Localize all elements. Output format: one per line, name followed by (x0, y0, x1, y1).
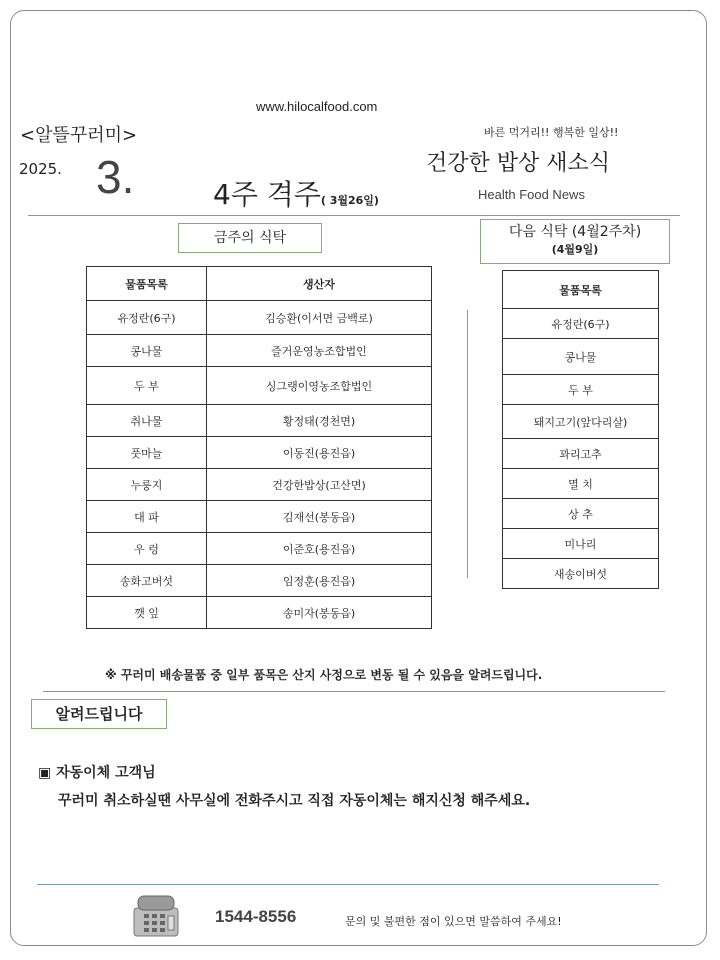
item-cell: 돼지고기(앞다리살) (503, 405, 659, 439)
slogan: 바른 먹거리!! 행복한 일상!! (484, 126, 619, 139)
week-date: ( 3월26일) (320, 194, 379, 207)
producer-cell: 김승환(이서면 금백로) (207, 301, 432, 335)
item-cell: 취나물 (87, 405, 207, 437)
item-cell: 콩나물 (87, 335, 207, 367)
table-row (503, 375, 659, 405)
issue-year: 2025. (19, 160, 62, 178)
table-row (87, 335, 432, 367)
announcement-label: 알려드립니다 (31, 699, 167, 729)
item-cell: 미나리 (503, 529, 659, 559)
this-week-label: 금주의 식탁 (178, 223, 322, 253)
item-cell: 두 부 (503, 375, 659, 405)
brand-name: <알뜰꾸러미> (20, 125, 138, 146)
notice-divider (43, 691, 665, 692)
item-cell: 유정란(6구) (87, 301, 207, 335)
telephone-icon (130, 888, 184, 940)
table-row (503, 309, 659, 339)
item-cell: 유정란(6구) (503, 309, 659, 339)
table-row (87, 437, 432, 469)
column-header-items: 물품목록 (87, 267, 207, 301)
table-row (503, 469, 659, 499)
item-cell: 꽈리고추 (503, 439, 659, 469)
column-divider (467, 310, 468, 578)
next-week-label: 다음 식탁 (4월2주차) (508, 224, 642, 240)
item-cell: 풋마늘 (87, 437, 207, 469)
contact-note: 문의 및 불편한 점이 있으면 말씀하여 주세요! (345, 915, 562, 928)
table-row (87, 301, 432, 335)
next-week-label-box (480, 219, 670, 264)
item-cell: 멸 치 (503, 469, 659, 499)
item-cell: 대 파 (87, 501, 207, 533)
producer-cell: 이동진(용진읍) (207, 437, 432, 469)
issue-week (213, 173, 379, 213)
table-header-row (503, 271, 659, 309)
item-cell: 송화고버섯 (87, 565, 207, 597)
table-row (87, 597, 432, 629)
issue-month: 3. (96, 151, 135, 203)
producer-cell: 즐거운영농조합법인 (207, 335, 432, 367)
announcement-title: ▣ 자동이체 고객님 (38, 765, 156, 781)
next-week-table (502, 270, 659, 589)
table-row (503, 529, 659, 559)
table-row (87, 469, 432, 501)
producer-cell: 황정태(경천면) (207, 405, 432, 437)
producer-cell: 임정훈(용진읍) (207, 565, 432, 597)
item-cell: 우 렁 (87, 533, 207, 565)
news-subtitle: Health Food News (478, 187, 585, 202)
table-row (87, 565, 432, 597)
table-row (503, 405, 659, 439)
item-cell: 콩나물 (503, 339, 659, 375)
this-week-table (86, 266, 432, 629)
table-row (503, 439, 659, 469)
table-row (503, 499, 659, 529)
footer-divider (37, 884, 659, 885)
week-label: 4주 격주 (213, 178, 321, 211)
table-row (503, 339, 659, 375)
announcement-body: 꾸러미 취소하실땐 사무실에 전화주시고 직접 자동이체는 해지신청 해주세요. (58, 793, 531, 809)
item-cell: 누룽지 (87, 469, 207, 501)
supply-notice: ※ 꾸러미 배송물품 중 일부 품목은 산지 사정으로 변동 될 수 있음을 알려드립니다. (105, 668, 543, 682)
item-cell: 새송이버섯 (503, 559, 659, 589)
producer-cell: 김재선(봉동읍) (207, 501, 432, 533)
table-row (503, 559, 659, 589)
item-cell: 깻 잎 (87, 597, 207, 629)
table-row (87, 533, 432, 565)
header-divider (28, 215, 680, 216)
producer-cell: 건강한밥상(고산면) (207, 469, 432, 501)
table-row (87, 501, 432, 533)
news-title: 건강한 밥상 새소식 (426, 151, 611, 176)
item-cell: 두 부 (87, 367, 207, 405)
item-cell: 상 추 (503, 499, 659, 529)
producer-cell: 싱그랭이영농조합법인 (207, 367, 432, 405)
table-row (87, 367, 432, 405)
producer-cell: 송미자(봉동읍) (207, 597, 432, 629)
table-header-row (87, 267, 432, 301)
phone-number[interactable]: 1544-8556 (215, 907, 297, 926)
website-url[interactable]: www.hilocalfood.com (256, 99, 378, 114)
column-header-producer: 생산자 (207, 267, 432, 301)
producer-cell: 이준호(용진읍) (207, 533, 432, 565)
table-row (87, 405, 432, 437)
column-header-items: 물품목록 (503, 271, 659, 309)
next-week-date: (4월9일) (551, 243, 599, 256)
